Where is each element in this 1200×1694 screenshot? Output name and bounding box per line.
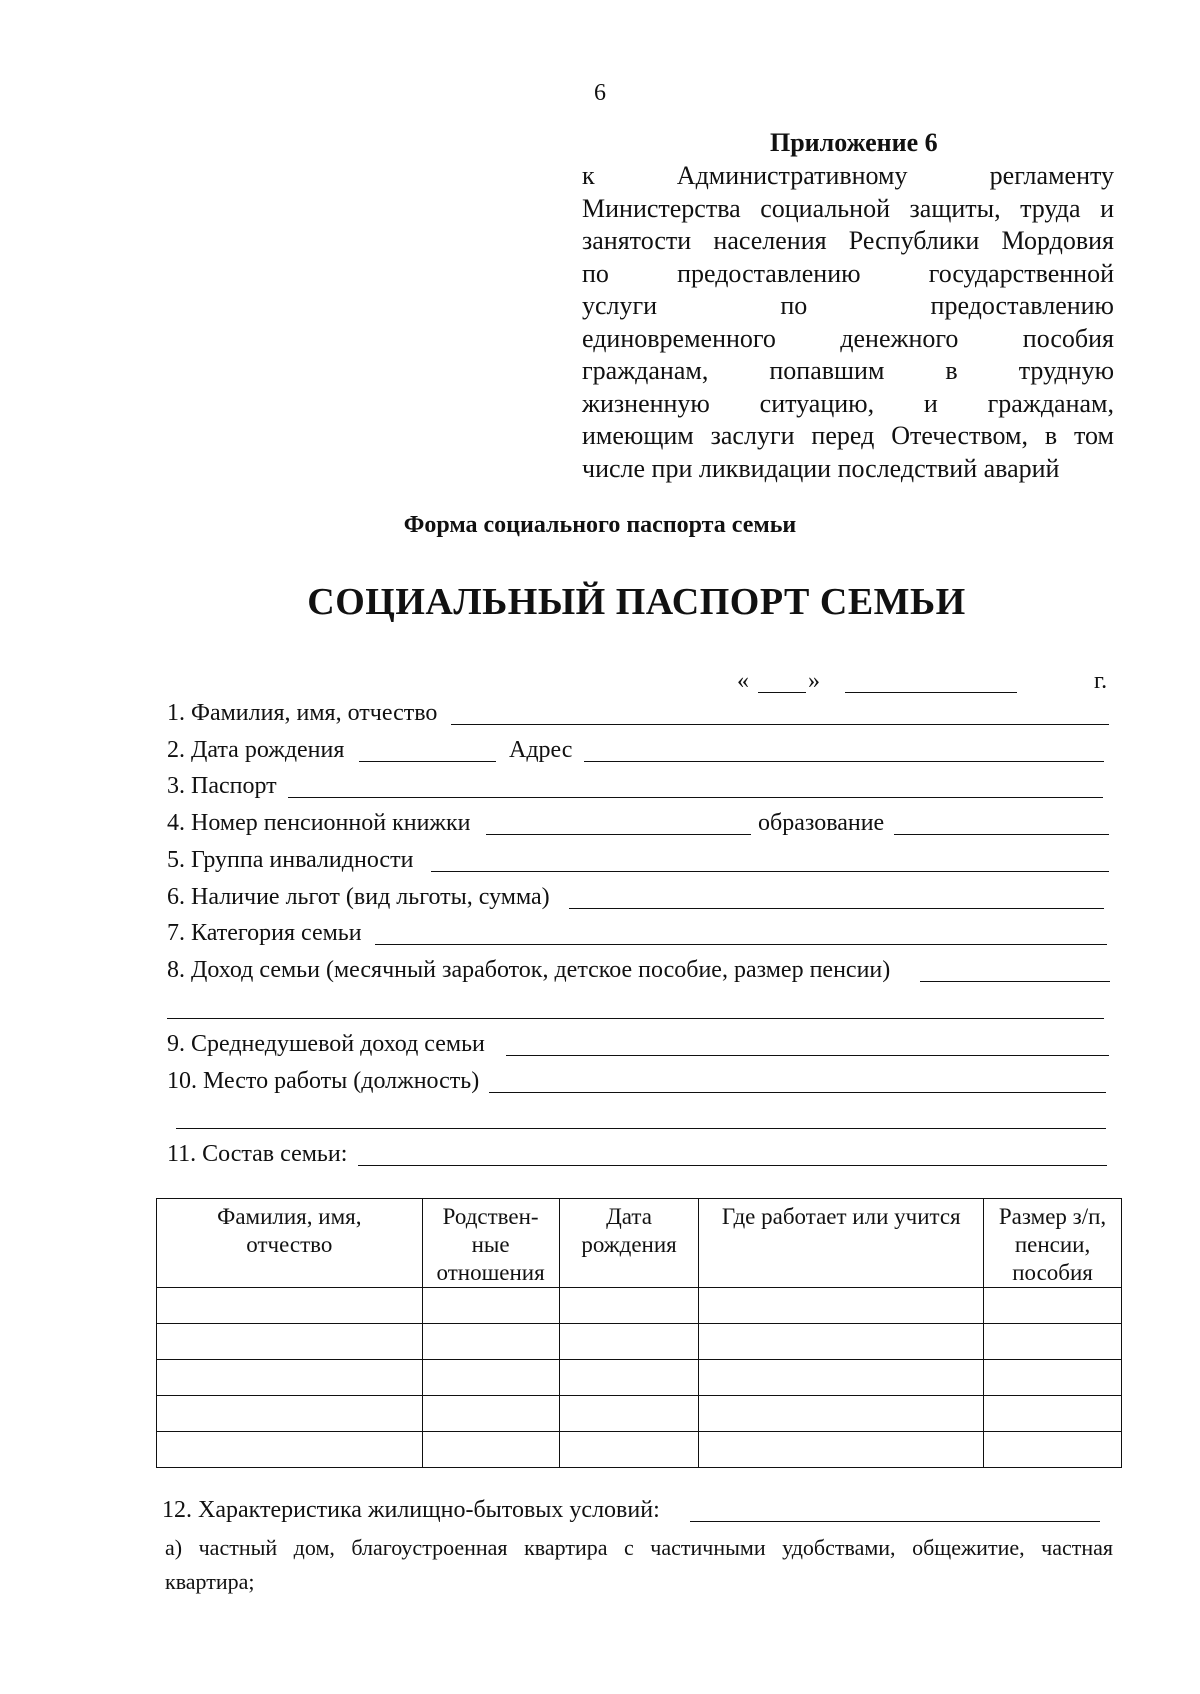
appendix-title: Приложение 6 — [770, 128, 938, 157]
table-cell[interactable] — [699, 1432, 984, 1468]
family-income-field[interactable] — [920, 981, 1110, 982]
field-label-passport: 3. Паспорт — [167, 773, 277, 799]
table-cell[interactable] — [559, 1324, 699, 1360]
table-row — [157, 1288, 1122, 1324]
table-cell[interactable] — [699, 1324, 984, 1360]
form-caption: Форма социального паспорта семьи — [403, 512, 797, 538]
column-header-relationship: Родствен- ные отношения — [422, 1199, 559, 1288]
table-cell[interactable] — [984, 1432, 1122, 1468]
table-cell[interactable] — [699, 1288, 984, 1324]
workplace-field[interactable] — [489, 1092, 1106, 1093]
table-cell[interactable] — [157, 1324, 423, 1360]
field-label-address: Адрес — [509, 737, 573, 763]
table-row — [157, 1360, 1122, 1396]
average-income-field[interactable] — [506, 1055, 1109, 1056]
field-label-education: образование — [758, 810, 885, 836]
field-label-workplace: 10. Место работы (должность) — [167, 1068, 480, 1094]
document-title: СОЦИАЛЬНЫЙ ПАСПОРТ СЕМЬИ — [307, 581, 966, 623]
appendix-line: гражданам, попавшим в трудную — [582, 356, 1114, 385]
field-label-family-category: 7. Категория семьи — [167, 920, 362, 946]
appendix-line: Министерства социальной защиты, труда и — [582, 193, 1114, 223]
field-label-benefits: 6. Наличие льгот (вид льготы, сумма) — [167, 884, 550, 910]
table-cell[interactable] — [559, 1396, 699, 1432]
family-category-field[interactable] — [375, 944, 1107, 945]
field-label-family-composition: 11. Состав семьи: — [167, 1141, 348, 1167]
housing-option-a-line2: квартира; — [165, 1569, 255, 1594]
table-cell[interactable] — [984, 1360, 1122, 1396]
field-label-family-income: 8. Доход семьи (месячный заработок, детское пособие, размер пенсии) — [167, 957, 891, 983]
column-header-full-name: Фамилия, имя, отчество — [157, 1199, 423, 1288]
address-field[interactable] — [584, 761, 1104, 762]
table-cell[interactable] — [559, 1360, 699, 1396]
table-cell[interactable] — [422, 1324, 559, 1360]
table-cell[interactable] — [157, 1360, 423, 1396]
table-cell[interactable] — [422, 1288, 559, 1324]
appendix-line: по предоставлению государственной — [582, 258, 1114, 288]
pension-book-field[interactable] — [486, 834, 751, 835]
disability-field[interactable] — [431, 871, 1109, 872]
table-cell[interactable] — [422, 1396, 559, 1432]
family-composition-field[interactable] — [358, 1165, 1107, 1166]
date-open-quote: « — [737, 668, 749, 694]
housing-conditions-field[interactable] — [690, 1521, 1100, 1522]
field-label-average-income: 9. Среднедушевой доход семьи — [167, 1031, 485, 1057]
date-month-field[interactable] — [845, 692, 1017, 693]
family-income-field-continuation[interactable] — [167, 1018, 1104, 1019]
appendix-line: услуги по предоставлению — [582, 291, 1114, 320]
table-row — [157, 1396, 1122, 1432]
field-label-birth-date: 2. Дата рождения — [167, 737, 345, 763]
table-cell[interactable] — [699, 1396, 984, 1432]
appendix-text — [582, 160, 1114, 485]
table-cell[interactable] — [157, 1288, 423, 1324]
column-header-birth-date: Дата рождения — [559, 1199, 699, 1288]
appendix-line: занятости населения Республики Мордовия — [582, 226, 1114, 255]
table-cell[interactable] — [559, 1432, 699, 1468]
table-cell[interactable] — [984, 1396, 1122, 1432]
column-header-work-study: Где работает или учится — [699, 1199, 984, 1288]
field-label-full-name: 1. Фамилия, имя, отчество — [167, 700, 438, 726]
housing-option-a-line1: а) частный дом, благоустроенная квартира с частичными удобствами, общежитие, частная — [165, 1535, 1113, 1560]
field-label-housing-conditions: 12. Характеристика жилищно-бытовых условий: — [162, 1497, 660, 1523]
table-cell[interactable] — [422, 1360, 559, 1396]
appendix-line: жизненную ситуацию, и гражданам, — [582, 388, 1114, 418]
table-cell[interactable] — [984, 1288, 1122, 1324]
page-number: 6 — [594, 80, 606, 106]
table-cell[interactable] — [157, 1432, 423, 1468]
education-field[interactable] — [894, 834, 1109, 835]
appendix-line: числе при ликвидации последствий аварий — [582, 453, 1060, 483]
table-cell[interactable] — [157, 1396, 423, 1432]
appendix-line: к Административному регламенту — [582, 161, 1114, 190]
family-members-table — [156, 1198, 1122, 1468]
benefits-field[interactable] — [569, 908, 1104, 909]
birth-date-field[interactable] — [359, 761, 496, 762]
table-cell[interactable] — [984, 1324, 1122, 1360]
date-day-field[interactable] — [758, 692, 806, 693]
table-row — [157, 1432, 1122, 1468]
appendix-line: единовременного денежного пособия — [582, 323, 1114, 353]
date-year-suffix: г. — [1094, 668, 1108, 694]
field-label-pension-book: 4. Номер пенсионной книжки — [167, 810, 471, 836]
column-header-income: Размер з/п, пенсии, пособия — [984, 1199, 1122, 1288]
full-name-field[interactable] — [451, 724, 1109, 725]
table-cell[interactable] — [699, 1360, 984, 1396]
workplace-field-continuation[interactable] — [176, 1128, 1106, 1129]
table-cell[interactable] — [559, 1288, 699, 1324]
appendix-line: имеющим заслуги перед Отечеством, в том — [582, 421, 1114, 450]
table-header-row — [157, 1199, 1122, 1288]
table-cell[interactable] — [422, 1432, 559, 1468]
passport-field[interactable] — [288, 797, 1103, 798]
field-label-disability: 5. Группа инвалидности — [167, 847, 414, 873]
table-row — [157, 1324, 1122, 1360]
date-close-quote: » — [808, 668, 820, 694]
